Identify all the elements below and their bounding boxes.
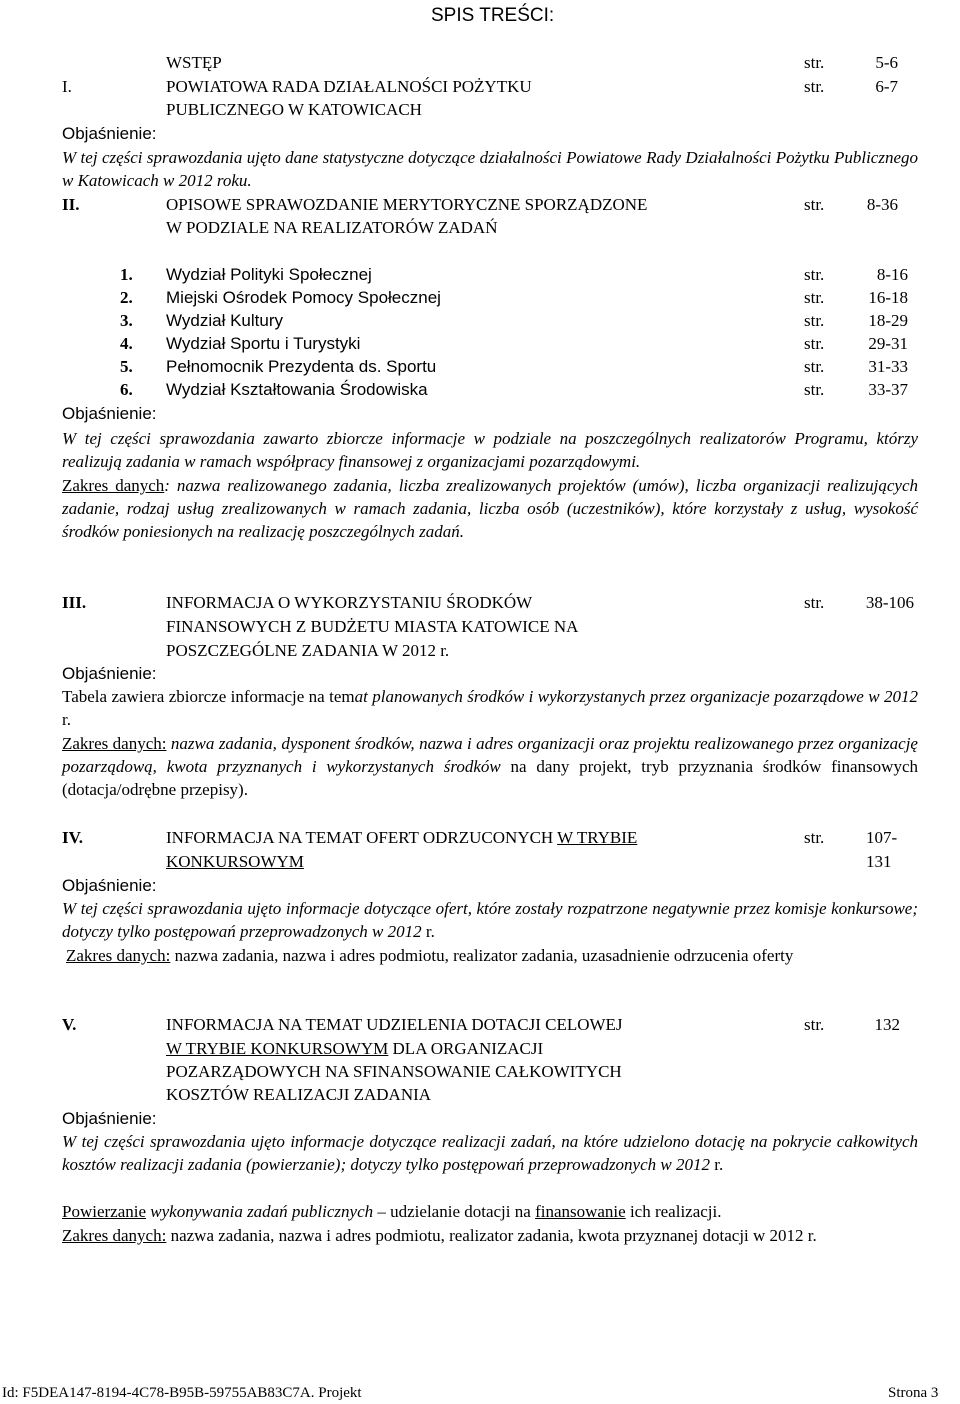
- data-scope-text: : nazwa realizowanego zadania, liczba zrealizowanych projektów (umów), liczba organizacji realizujących zadanie, rodzaj usług zrealizowanych w ramach zadania, liczba osób (uczestników), które korzystały z usług, wysokość środków poniesionych na realizację poszczególnych zadań.: [62, 476, 918, 541]
- section-3-str: str.: [804, 593, 825, 612]
- section-4-explanation: W tej części sprawozdania ujęto informacje dotyczące ofert, które zostały rozpatrzone negatywnie przez komisje konkursowe; dotyczy tylko postępowań przeprowadzonych w 2012 r.: [62, 899, 918, 941]
- section-2-title-line-2: W PODZIALE NA REALIZATORÓW ZADAŃ: [166, 218, 498, 237]
- subitem-pages: 18-29: [868, 311, 908, 330]
- section-3-number: III.: [62, 593, 87, 612]
- financing-link[interactable]: finansowanie: [535, 1202, 626, 1221]
- section-3-explanation-label: Objaśnienie:: [62, 664, 157, 683]
- section-5-number: V.: [62, 1015, 77, 1034]
- subitem-label: Miejski Ośrodek Pomocy Społecznej: [166, 288, 441, 307]
- section-3-pages: 38-106: [865, 593, 914, 612]
- section-4-title-line-2: KONKURSOWYM: [166, 852, 304, 871]
- section-1-pages: 6-7: [875, 77, 898, 96]
- section-3-title-line-1: INFORMACJA O WYKORZYSTANIU ŚRODKÓW: [166, 593, 533, 612]
- section-5-str: str.: [804, 1015, 825, 1034]
- section-5-data-scope: Zakres danych: nazwa zadania, nazwa i adres podmiotu, realizator zadania, kwota przyznanej dotacji w 2012 r.: [62, 1226, 817, 1245]
- section-3-explanation: Tabela zawiera zbiorcze informacje na temat planowanych środków i wykorzystanych przez organizacje pozarządowe w 2012 r.: [62, 687, 918, 729]
- section-3-data-scope: Zakres danych: nazwa zadania, dysponent środków, nazwa i adres organizacji oraz projektu realizowanego przez organizację pozarządową, kwota przyznanych i wykorzystanych środków na dany projekt, tryb przyznania środków finansowych (dotacja/odrębne przepisy).: [62, 734, 918, 799]
- footer-page-number: Strona 3: [888, 1385, 939, 1401]
- subitem-number: 1.: [120, 265, 133, 284]
- section-1-number: I.: [62, 77, 72, 96]
- section-5-title-line-1: INFORMACJA NA TEMAT UDZIELENIA DOTACJI CELOWEJ: [166, 1015, 623, 1034]
- intro-str: str.: [804, 53, 825, 72]
- subitem-number: 3.: [120, 311, 133, 330]
- section-5-explanation-label: Objaśnienie:: [62, 1109, 157, 1128]
- section-5-title-line-3: POZARZĄDOWYCH NA SFINANSOWANIE CAŁKOWITYCH: [166, 1062, 622, 1081]
- section-1-str: str.: [804, 77, 825, 96]
- data-scope-label: Zakres danych:: [62, 1226, 167, 1245]
- section-2-pages: 8-36: [866, 195, 898, 214]
- subitem-str: str.: [804, 265, 825, 284]
- subitem-pages: 29-31: [868, 334, 908, 353]
- subitem-str: str.: [804, 380, 825, 399]
- data-scope-label: Zakres danych: [62, 476, 165, 495]
- section-1-title-line-1: POWIATOWA RADA DZIAŁALNOŚCI POŻYTKU: [166, 77, 532, 96]
- subitem-number: 6.: [120, 380, 133, 399]
- section-2-explanation: W tej części sprawozdania zawarto zbiorcze informacje w podziale na poszczególnych realizatorów Programu, którzy realizują zadania w ramach współpracy finansowej z organizacjami pozarządowymi.: [62, 429, 918, 471]
- subitem-number: 5.: [120, 357, 133, 376]
- subitem-number: 4.: [120, 334, 133, 353]
- subitem-str: str.: [804, 288, 825, 307]
- section-4-number: IV.: [62, 828, 83, 847]
- intro-pages: 5-6: [875, 53, 898, 72]
- section-4-title-line-1: INFORMACJA NA TEMAT OFERT ODRZUCONYCH W TRYBIE: [166, 828, 638, 847]
- subitem-pages: 33-37: [868, 380, 908, 399]
- subitem-label: Wydział Sportu i Turystyki: [166, 334, 361, 353]
- data-scope-label: Zakres danych:: [62, 734, 167, 753]
- subitem-str: str.: [804, 334, 825, 353]
- section-5-explanation: W tej części sprawozdania ujęto informacje dotyczące realizacji zadań, na które udzielono dotację na pokrycie całkowitych kosztów realizacji zadania (powierzanie); dotyczy tylko postępowań przeprowadzonych w 2012 r.: [62, 1132, 918, 1174]
- section-4-pages-end: 131: [866, 852, 892, 871]
- subitem-label: Pełnomocnik Prezydenta ds. Sportu: [166, 357, 437, 376]
- page-title: SPIS TREŚCI:: [431, 5, 555, 26]
- section-4-data-scope: Zakres danych: nazwa zadania, nazwa i adres podmiotu, realizator zadania, uzasadnienie odrzucenia oferty: [66, 946, 794, 965]
- section-5-title-line-4: KOSZTÓW REALIZACJI ZADANIA: [166, 1085, 432, 1104]
- subitem-pages: 8-16: [876, 265, 908, 284]
- section-3-title-line-2: FINANSOWYCH Z BUDŻETU MIASTA KATOWICE NA: [166, 617, 579, 636]
- section-5-title-line-2: W TRYBIE KONKURSOWYM DLA ORGANIZACJI: [166, 1039, 544, 1058]
- subitem-number: 2.: [120, 288, 133, 307]
- section-2-str: str.: [804, 195, 825, 214]
- subitem-label: Wydział Kultury: [166, 311, 283, 330]
- intro-label: WSTĘP: [166, 53, 222, 72]
- section-2-data-scope: [62, 474, 918, 543]
- section-5-entrusting-note: Powierzanie wykonywania zadań publicznych – udzielanie dotacji na finansowanie ich realizacji.: [62, 1202, 722, 1221]
- data-scope-label: Zakres danych:: [66, 946, 171, 965]
- section-4-explanation-label: Objaśnienie:: [62, 876, 157, 895]
- subitem-str: str.: [804, 311, 825, 330]
- section-1-explanation-label: Objaśnienie:: [62, 124, 157, 143]
- subitem-label: Wydział Polityki Społecznej: [166, 265, 372, 284]
- subitem-pages: 16-18: [868, 288, 908, 307]
- section-2-explanation-label: Objaśnienie:: [62, 404, 157, 423]
- section-5-pages: 132: [874, 1015, 900, 1034]
- entrusting-label: Powierzanie: [62, 1202, 147, 1221]
- subitem-label: Wydział Kształtowania Środowiska: [166, 380, 428, 399]
- section-1-title-line-2: PUBLICZNEGO W KATOWICACH: [166, 100, 422, 119]
- section-1-explanation: W tej części sprawozdania ujęto dane statystyczne dotyczące działalności Powiatowe Rady Działalności Pożytku Publicznego w Katowicach w 2012 roku.: [62, 148, 918, 190]
- section-2-title-line-1: OPISOWE SPRAWOZDANIE MERYTORYCZNE SPORZĄDZONE: [166, 195, 648, 214]
- section-4-pages-start: 107-: [866, 828, 898, 847]
- section-4-str: str.: [804, 828, 825, 847]
- section-3-title-line-3: POSZCZEGÓLNE ZADANIA W 2012 r.: [166, 641, 450, 660]
- subitem-pages: 31-33: [868, 357, 908, 376]
- footer-document-id: Id: F5DEA147-8194-4C78-B95B-59755AB83C7A. Projekt: [2, 1385, 362, 1401]
- section-2-number: II.: [62, 195, 80, 214]
- subitem-str: str.: [804, 357, 825, 376]
